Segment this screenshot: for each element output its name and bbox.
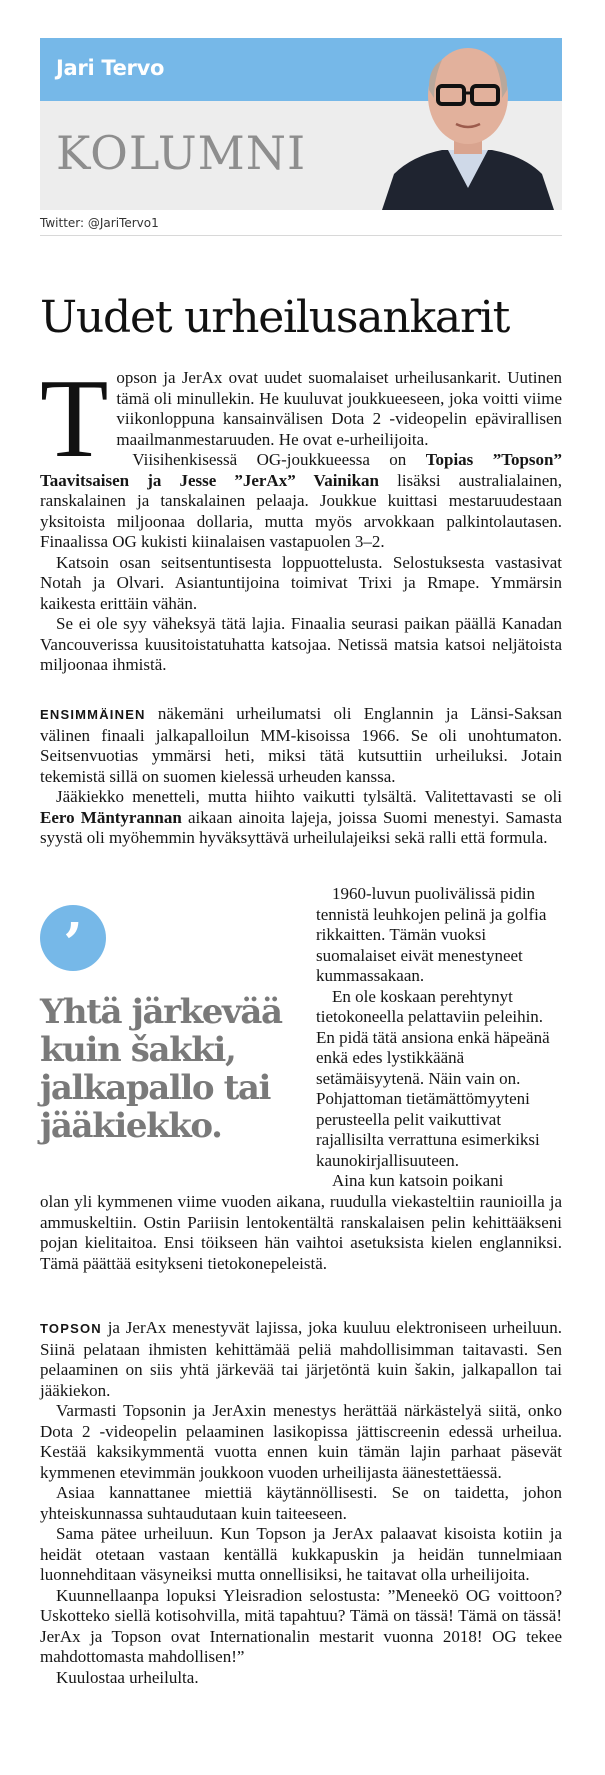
article-section-3 xyxy=(40,1318,562,1688)
section-label: KOLUMNI xyxy=(56,126,307,180)
paragraph-2: Viisihenkisessä OG-joukkueessa on Topias ”Topson” Taavitsaisen ja Jesse ”JerAx” Vainikan lisäksi australialainen, ranskalainen ja tanskalainen pelaaja. Joukkue kuittasi mestaruudestaan yksitoista miljoonaa dollaria, mutta myös arvokkaan palkintolautasen. Finaalissa OG kukisti kiinalaisen vastapuolen 3–2. xyxy=(40,450,563,551)
paragraph-7: 1960-luvun puolivälissä pidin tennistä leuhkojen pelinä ja golfia rikkaitten. Tämän vuoksi suomalaiset eivät menestyneet kummassakaan. xyxy=(316,884,547,985)
paragraph-15: Kuulostaa urheilulta. xyxy=(56,1667,199,1687)
quote-mark-icon: ’ xyxy=(40,905,106,971)
paragraph-9-cont: olan yli kymmenen viime vuoden aikana, ruudulla viekasteltiin raunioilla ja ammuskeltiin. Ostin Pariisin lentokentältä ranskalaisen pelin kehittääkseni pojan kielitaitoa. Ensi töikseen hän vaihtoi asetuksista kielen englanniksi. Tämä päättää esitykseni tietokonepeleistä. xyxy=(40,1192,562,1273)
article-right-column xyxy=(316,884,562,1192)
paragraph-13: Sama pätee urheiluun. Kun Topson ja JerAx palaavat kisoista kotiin ja heidät otetaan vastaan kentällä kukkapuskin ja heidän tunnelmiaan luonnehditaan väsyneiksi mutta onnellisiksi, he taitavat olla urheilijoita. xyxy=(40,1524,562,1584)
paragraph-10: TOPSON ja JerAx menestyvät lajissa, joka kuuluu elektroniseen urheiluun. Siinä pelataan ihmisten kehittämää peliä mahdollisimman taitavasti. Sen pelaaminen on siis yhtä järkevää tai järjetöntä kuin šakin, jalkapallon tai jääkiekon. xyxy=(40,1318,562,1400)
article-section-2 xyxy=(40,704,562,849)
paragraph-14: Kuunnellaanpa lopuksi Yleisradion selostusta: ”Meneekö OG voittoon? Uskotteko siellä kotisohvilla, mitä tapahtuu? Tämä on tässä! Tämä on tässä! JerAx ja Topson ovat Internationalin mestarit vuonna 2018! OG tekee mahdottomasta mahdollisen!” xyxy=(40,1585,562,1666)
paragraph-3: Katsoin osan seitsentuntisesta loppuottelusta. Selostuksesta vastasivat Notah ja Olvari. Asiantuntijoina toimivat Trixi ja Rmape. Ymmärsin kaikesta erittäin vähän. xyxy=(40,552,562,613)
author-portrait xyxy=(372,38,562,210)
player-names: Topias ”Topson” Taavitsaisen ja Jesse ”JerAx” Vainikan xyxy=(40,450,563,490)
header-divider xyxy=(40,235,562,236)
section-lead-word: ENSIMMÄINEN xyxy=(40,707,146,722)
twitter-handle: Twitter: @JariTervo1 xyxy=(40,216,159,230)
paragraph-9-start: Aina kun katsoin poikani xyxy=(332,1171,504,1190)
article-title: Uudet urheilusankarit xyxy=(40,292,510,343)
paragraph-8: En ole koskaan perehtynyt tietokoneella pelattaviin peleihin. En pidä tätä ansiona enkä häpeänä enkä edes lystikkäänä setämäisyytenä. Näin vain on. Pohjattoman tietämättömyyteni perusteella pelit vaikuttivat rajallisilta verrattuna esimerkiksi kaunokirjallisuuteen. xyxy=(316,986,550,1170)
paragraph-1: Topson ja JerAx ovat uudet suomalaiset urheilusankarit. Uutinen tämä oli minullekin. He kuuluvat joukkueeseen, joka voitti viime viikonloppuna kansainvälisen Dota 2 -videopelin epävirallisen maailmanmestaruuden. He ovat e-urheilijoita. xyxy=(40,357,562,481)
drop-cap: T xyxy=(40,357,109,481)
paragraph-6: Jääkiekko menetteli, mutta hiihto vaikutti tylsältä. Valitettavasti se oli Eero Mäntyrannan aikaan ainoita lajeja, joissa Suomi menestyi. Samasta syystä oli myöhemmin hyväksyttävä urheilulajeiksi sekä ralli että formula. xyxy=(40,787,563,847)
author-name: Jari Tervo xyxy=(56,56,165,80)
paragraph-4: Se ei ole syy väheksyä tätä lajia. Finaalia seurasi paikan päällä Kanadan Vancouverissa kuusitoistatuhatta katsojaa. Netissä matsia katsoi neljätoista miljoonaa ihmistä. xyxy=(40,614,562,674)
skier-name: Eero Mäntyrannan xyxy=(40,807,182,827)
section-lead-word-2: TOPSON xyxy=(40,1321,102,1336)
paragraph-11: Varmasti Topsonin ja JerAxin menestys herättää närkästelyä siitä, onko Dota 2 -videopelin pelaaminen lasikopissa jättiscreenin edessä urheilua. Kestää kaksikymmentä vuotta ennen kuin tämän lajin parhaat päsevät kymmenen etevimmän joukkoon vuoden urheilijasta äänestettäessä. xyxy=(40,1401,562,1482)
paragraph-12: Asiaa kannattanee miettiä käytännöllisesti. Se on taidetta, johon yhteiskunnassa suhtaudutaan kuin taiteeseen. xyxy=(40,1483,562,1523)
pull-quote xyxy=(40,905,302,1145)
pull-quote-text: Yhtä järkevää kuin šakki, jalkapallo tai jääkiekko. xyxy=(40,992,282,1146)
column-header xyxy=(40,38,562,210)
article-continuation xyxy=(40,1192,562,1274)
paragraph-5: ENSIMMÄINEN näkemäni urheilumatsi oli Englannin ja Länsi-Saksan välinen finaali jalkapalloilun MM-kisoissa 1966. Se oli unohtumaton. Seitsenvuotias ymmärsi heti, miksi tätä kutsuttiin urheiluksi. Jotain tekemistä sillä on suomen kielessä urheuden kanssa. xyxy=(40,704,562,786)
article-section-1 xyxy=(40,357,563,676)
